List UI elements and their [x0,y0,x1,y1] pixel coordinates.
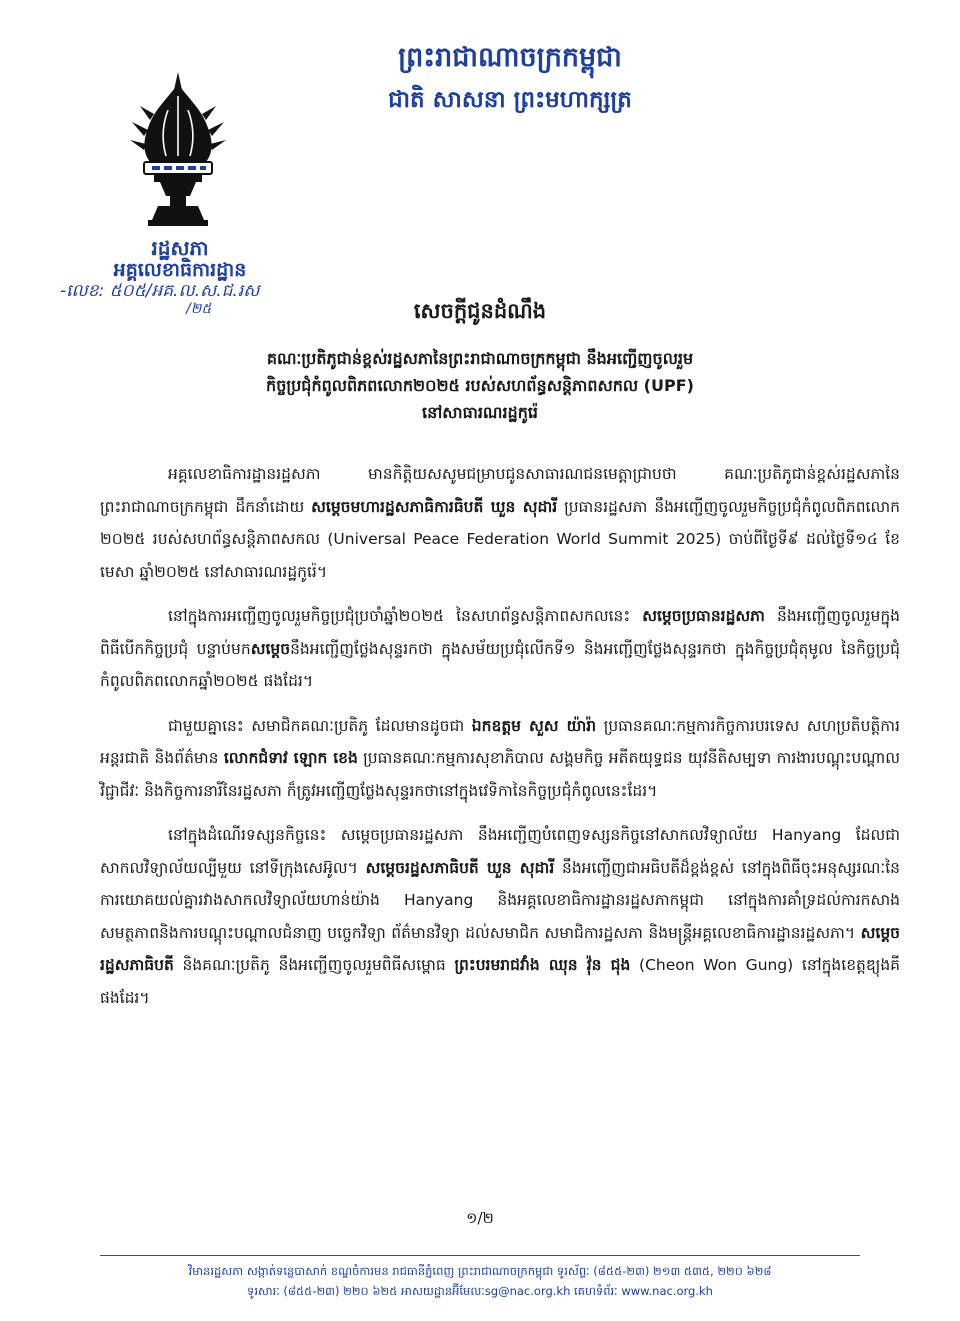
paragraph-text: និងគណៈប្រតិភូ នឹងអញ្ជើញចូលរួមពិធីសម្ពោធ [173,956,455,974]
organization-name: រដ្ឋសភា [151,236,209,260]
body-text [100,458,900,1026]
kingdom-heading: ព្រះរាជាណាចក្រកម្ពុជា [398,42,622,73]
bold-name-text: សម្ដេចមហារដ្ឋសភាធិការធិបតី ឃួន សុដារី [311,497,558,516]
paragraph-text: នឹងអញ្ជើញថ្លែងសុន្ទរកថា ក្នុងសម័យប្រជុំលើកទី១ និងអញ្ជើញថ្លែងសុន្ទរកថា ក្នុងកិច្ចប្រជុំតុមូល នៃកិច្ចប្រជុំកំពូលពិភពលោកឆ្នាំ២០២៥ ផងដែរ។ [100,639,901,690]
body-paragraph [100,458,900,588]
paragraph-text: ជាមួយគ្នានេះ សមាជិកគណៈប្រតិភូ ដែលមានដូចជា [168,716,472,735]
bold-name-text: ព្រះបរមរាជវាំង ឈុន វ៉ុន ជុង [454,956,631,974]
organization-department: អគ្គលេខាធិការដ្ឋាន [113,259,247,281]
paragraph-text: ប្រធានគណៈកម្មការសុខាភិបាល សង្គមកិច្ច អតីតយុទ្ធជន យុវនីតិសម្បទា ការងារបណ្ដុះបណ្ដាលវិជ្ជាជីវៈ និងកិច្ចការនារីនៃរដ្ឋសភា ក៏ត្រូវអញ្ជើញថ្លែងសុន្ទរកថានៅក្នុងវេទិកានៃកិច្ចប្រជុំកំពូលនេះដែរ។ [100,749,900,800]
body-paragraph [100,600,900,698]
paragraph-text: នឹងអញ្ជើញជាអធិបតីដ៏ខ្ពង់ខ្ពស់ នៅក្នុងពិធីចុះអនុស្សរណៈនៃការយោគយល់គ្នារវាងសាកលវិទ្យាល័យហាន់យ៉ាង Hanyang និងអគ្គលេខាធិការដ្ឋានរដ្ឋសភាកម្ពុជា នៅក្នុងការគាំទ្រដល់ការកសាងសមត្ថភាពនិងការបណ្ដុះបណ្ដាលជំនាញ បច្ចេកវិទ្យា ព័ត៌មានវិទ្យា ដល់សមាជិក សមាជិការដ្ឋសភា និងមន្ត្រីអគ្គលេខាធិការដ្ឋានរដ្ឋសភា។ [100,858,900,942]
bold-name-text: សម្ដេចប្រធានរដ្ឋសភា [642,607,765,625]
national-motto: ជាតិ សាសនា ព្រះមហាក្សត្រ [388,87,632,113]
bold-name-text: សម្ដេចរដ្ឋសភាធិបតី [100,923,900,974]
reference-number: -លេខ: ៥០៥/អគ.ល.ស.ជ.រស [60,281,260,301]
body-paragraph [100,710,900,808]
footer-divider [100,1255,860,1256]
bold-name-text: ឯកឧត្ដម សួស យ៉ារ៉ា [471,716,597,735]
paragraph-text: ប្រធានរដ្ឋសភា នឹងអញ្ជើញចូលរួមកិច្ចប្រជុំកំពូលពិភពលោក ២០២៥ របស់សហព័ន្ធសន្តិភាពសកល (Universal Peace Federation World Summit 2025) ចាប់ពីថ្ងៃទី៩ ដល់ថ្ងៃទី១៤ ខែមេសា ឆ្នាំ២០២៥ នៅសាធារណរដ្ឋកូរ៉េ។ [100,497,900,581]
paragraph-text: (Cheon Won Gung) នៅក្នុងខេត្តឌ្យុងគី ផងដែរ។ [100,956,900,1007]
bold-name-text: លោកជំទាវ ឡោក ខេង [223,749,358,767]
document-subject [80,345,880,426]
national-assembly-emblem-icon [128,70,228,230]
body-paragraph [100,819,900,1014]
subject-line: នៅសាធារណរដ្ឋកូរ៉េ [421,403,538,422]
subject-line: គណៈប្រតិភូជាន់ខ្ពស់រដ្ឋសភានៃព្រះរាជាណាចក្រកម្ពុជា នឹងអញ្ជើញចូលរួម [266,349,694,368]
paragraph-text: នឹងអញ្ជើញចូលរួមក្នុងពិធីបើកកិច្ចប្រជុំ បន្ទាប់មក [100,607,900,658]
paragraph-text: នៅក្នុងដំណើរទស្សនកិច្ចនេះ សម្ដេចប្រធានរដ្ឋសភា នឹងអញ្ជើញបំពេញទស្សនកិច្ចនៅសាកលវិទ្យាល័យ Hanyang ដែលជាសាកលវិទ្យាល័យល្បីមួយ នៅទីក្រុងសេអ៊ូល។ [100,826,900,877]
footer-address: វិមានរដ្ឋសភា សង្កាត់ទន្លេបាសាក់ ខណ្ឌចំការមន រាជធានីភ្នំពេញ ព្រះរាជាណាចក្រកម្ពុជា ទូរស័ព្ទៈ (៨៥៥-២៣) ២១៣ ៥៣៥, ២២០ ៦២៨ [188,1264,772,1278]
subject-line: កិច្ចប្រជុំកំពូលពិភពលោក២០២៥ របស់សហព័ន្ធសន្តិភាពសកល (UPF) [266,376,694,395]
bold-name-text: សម្ដេចរដ្ឋសភាធិបតី ឃួន សុដារី [365,858,555,877]
bold-name-text: សម្ដេច [250,639,291,658]
paragraph-text: នៅក្នុងការអញ្ជើញចូលរួមកិច្ចប្រជុំប្រចាំឆ្នាំ២០២៥ នៃសហព័ន្ធសន្តិភាពសកលនេះ [168,607,643,625]
paragraph-text: ប្រធានគណៈកម្មការកិច្ចការបរទេស សហប្រតិបត្តិការអន្តរជាតិ និងព័ត៌មាន [100,716,900,767]
page-number: ១/២ [466,1209,494,1227]
paragraph-text: អគ្គលេខាធិការដ្ឋានរដ្ឋសភា មានកិត្តិយសសូមជម្រាបជូនសាធារណជនមេត្តាជ្រាបថា គណៈប្រតិភូជាន់ខ្ពស់រដ្ឋសភានៃព្រះរាជាណាចក្រកម្ពុជា ដឹកនាំដោយ [100,465,900,516]
reference-number-suffix: /២៥ [186,301,212,317]
document-title: សេចក្ដីជូនដំណឹង [413,299,547,323]
footer-contact: ទូរសារៈ (៨៥៥-២៣) ២២០ ៦២៥ អាសយដ្ឋានអ៊ីមែលៈsg@nac.org.kh គេហទំព័រៈ www.nac.org.kh [247,1284,713,1298]
